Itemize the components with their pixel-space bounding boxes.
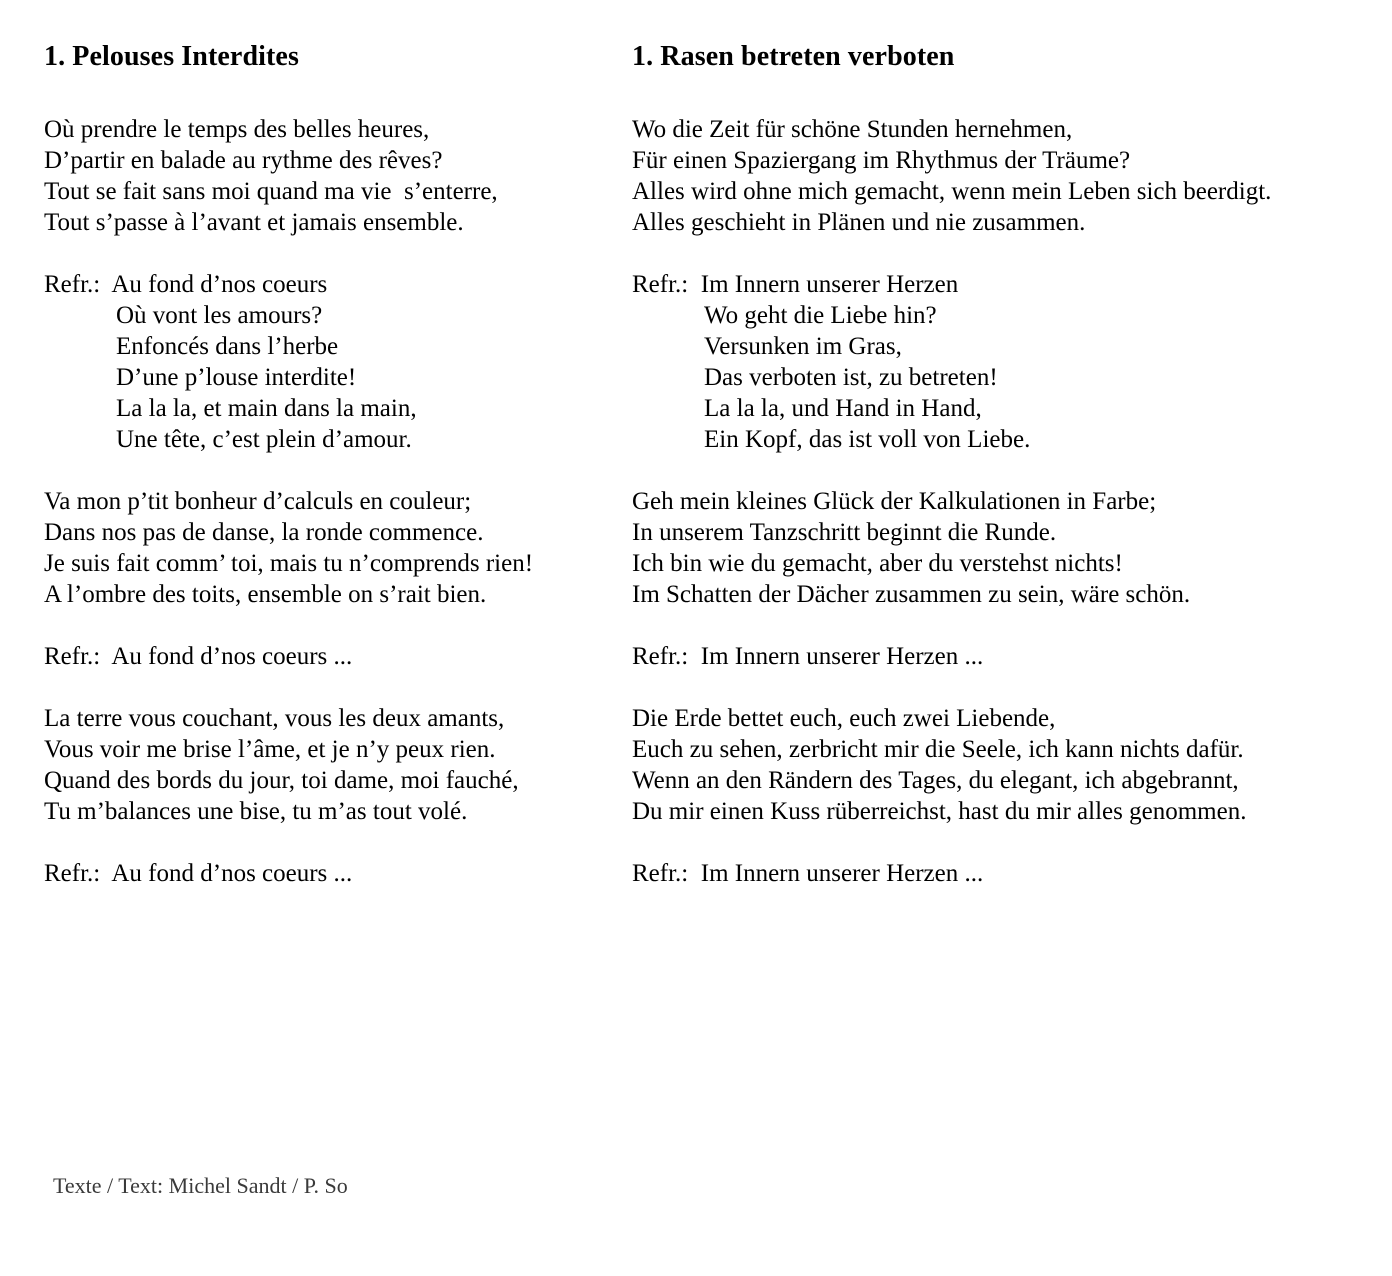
stanza-refrain-short-2 [44, 858, 616, 889]
stanza-spacer [44, 672, 616, 703]
lyric-line: Une tête, c’est plein d’amour. [116, 426, 412, 453]
lyric-line: Tout se fait sans moi quand ma vie s’enterre, [44, 178, 498, 205]
stanza-spacer [632, 672, 1392, 703]
lyric-line: Du mir einen Kuss rüberreichst, hast du mir alles genommen. [632, 798, 1247, 825]
lyric-line: Refr.: Au fond d’nos coeurs ... [44, 860, 353, 887]
lyric-line: Refr.: Im Innern unserer Herzen ... [632, 860, 984, 887]
stanza-refrain-short-1 [632, 641, 1392, 672]
credit-line: Texte / Text: Michel Sandt / P. So [53, 1173, 348, 1198]
lyric-line: Va mon p’tit bonheur d’calculs en couleur; [44, 488, 472, 515]
lyric-line: Refr.: Au fond d’nos coeurs [44, 271, 328, 298]
lyric-line: A l’ombre des toits, ensemble on s’rait bien. [44, 581, 487, 608]
stanza-verse-1 [44, 114, 616, 238]
stanza-refrain-full [44, 269, 616, 455]
stanza-spacer [44, 455, 616, 486]
lyric-line: Wo die Zeit für schöne Stunden hernehmen, [632, 116, 1073, 143]
lyric-line: Geh mein kleines Glück der Kalkulationen in Farbe; [632, 488, 1157, 515]
lyric-line: Vous voir me brise l’âme, et je n’y peux rien. [44, 736, 496, 763]
lyric-line: Refr.: Im Innern unserer Herzen ... [632, 643, 984, 670]
lyric-line: Quand des bords du jour, toi dame, moi fauché, [44, 767, 519, 794]
stanza-spacer [44, 238, 616, 269]
lyric-line: Où vont les amours? [116, 302, 323, 329]
lyric-line: Wenn an den Rändern des Tages, du elegant, ich abgebrannt, [632, 767, 1239, 794]
stanza-refrain-full [632, 269, 1392, 455]
stanza-spacer [44, 74, 616, 114]
lyric-line: Tu m’balances une bise, tu m’as tout volé. [44, 798, 468, 825]
stanza-spacer [632, 455, 1392, 486]
stanza-refrain-short-1 [44, 641, 616, 672]
stanza-spacer [44, 827, 616, 858]
lyric-line: La la la, und Hand in Hand, [704, 395, 982, 422]
stanza-spacer [632, 238, 1392, 269]
lyric-line: D’partir en balade au rythme des rêves? [44, 147, 443, 174]
lyric-line: Für einen Spaziergang im Rhythmus der Träume? [632, 147, 1131, 174]
lyric-line: La la la, et main dans la main, [116, 395, 417, 422]
lyric-line: Das verboten ist, zu betreten! [704, 364, 998, 391]
lyric-line: Versunken im Gras, [704, 333, 902, 360]
lyric-line: Alles wird ohne mich gemacht, wenn mein Leben sich beerdigt. [632, 178, 1272, 205]
lyric-line: Ich bin wie du gemacht, aber du verstehst nichts! [632, 550, 1123, 577]
stanza-verse-3 [632, 703, 1392, 827]
stanza-spacer [632, 610, 1392, 641]
stanza-verse-1 [632, 114, 1392, 238]
lyric-line: Alles geschieht in Plänen und nie zusammen. [632, 209, 1086, 236]
stanza-verse-2 [44, 486, 616, 610]
lyric-line: Die Erde bettet euch, euch zwei Liebende, [632, 705, 1056, 732]
lyric-line: Wo geht die Liebe hin? [704, 302, 937, 329]
stanza-verse-3 [44, 703, 616, 827]
german-stanzas [632, 74, 1392, 889]
lyric-line: In unserem Tanzschritt beginnt die Runde. [632, 519, 1057, 546]
lyric-line: Dans nos pas de danse, la ronde commence. [44, 519, 484, 546]
lyric-line: Ein Kopf, das ist voll von Liebe. [704, 426, 1031, 453]
stanza-refrain-short-2 [632, 858, 1392, 889]
lyric-line: Où prendre le temps des belles heures, [44, 116, 430, 143]
german-column [616, 0, 1392, 889]
lyric-line: Euch zu sehen, zerbricht mir die Seele, ich kann nichts dafür. [632, 736, 1244, 763]
lyric-line: Refr.: Im Innern unserer Herzen [632, 271, 959, 298]
stanza-spacer [632, 827, 1392, 858]
lyric-line: Refr.: Au fond d’nos coeurs ... [44, 643, 353, 670]
french-column [0, 0, 616, 889]
lyric-line: Je suis fait comm’ toi, mais tu n’comprends rien! [44, 550, 534, 577]
lyric-line: Im Schatten der Dächer zusammen zu sein, wäre schön. [632, 581, 1191, 608]
lyric-line: Tout s’passe à l’avant et jamais ensemble. [44, 209, 464, 236]
stanza-spacer [44, 610, 616, 641]
french-stanzas [44, 74, 616, 889]
lyric-line: Enfoncés dans l’herbe [116, 333, 339, 360]
lyric-line: D’une p’louse interdite! [116, 364, 357, 391]
french-song-title: 1. Pelouses Interdites [44, 41, 299, 72]
german-song-title: 1. Rasen betreten verboten [632, 41, 955, 72]
lyric-line: La terre vous couchant, vous les deux amants, [44, 705, 505, 732]
stanza-spacer [632, 74, 1392, 114]
stanza-verse-2 [632, 486, 1392, 610]
